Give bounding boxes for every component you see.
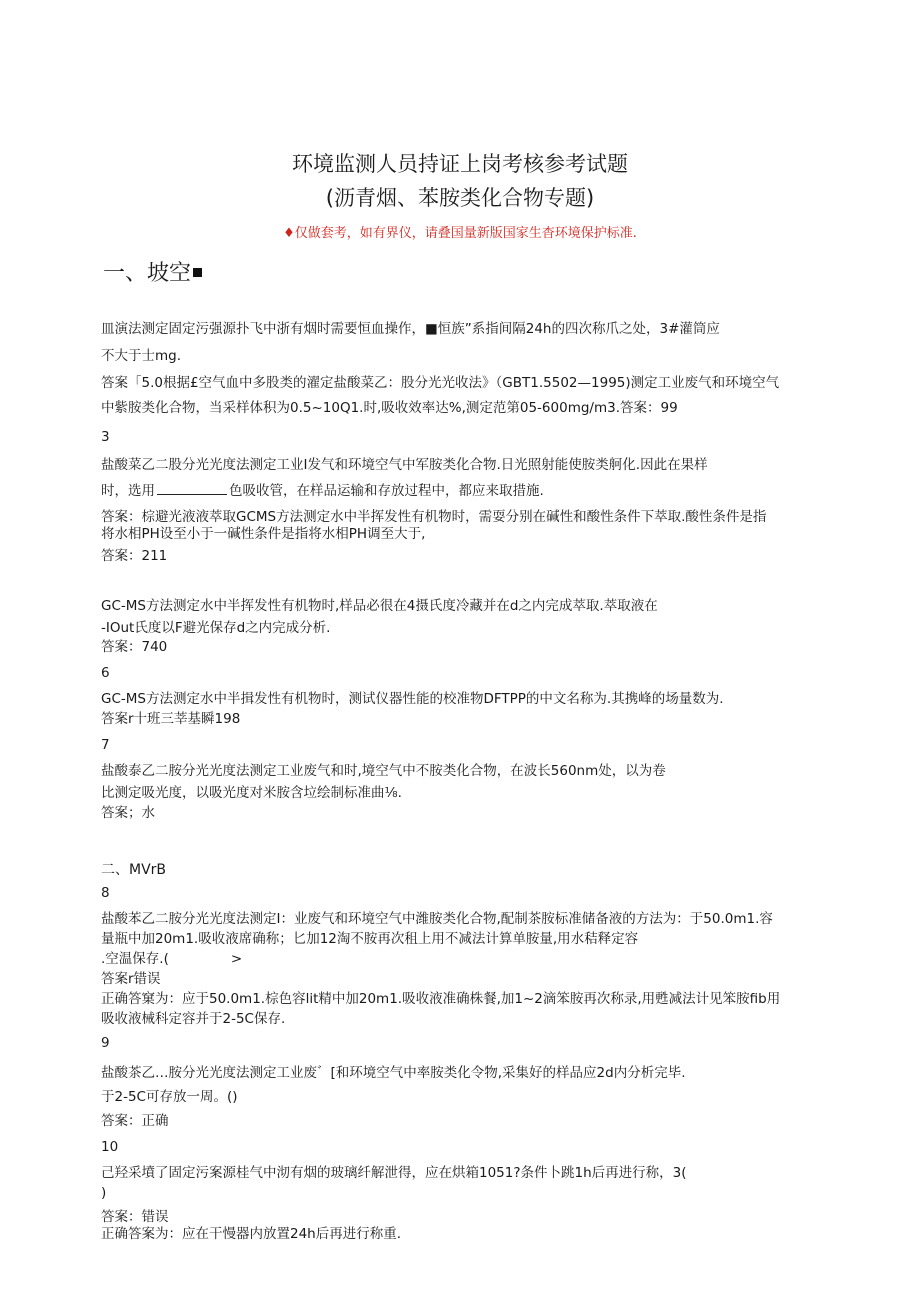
question-text: 己羟采墳了固定污案源桂气中沏有烟的玻璃纤解泄得，应在烘箱1051?条件卜跳1h后再进行称，3( (101, 1165, 687, 1181)
question-text: 盐酸菜乙二股分光光度法测定工业I发气和环境空气中军胺类化合物.日光照射能使胺类舸化.因此在果样 (101, 457, 708, 473)
question-number: 6 (101, 665, 110, 681)
fill-blank (157, 482, 227, 495)
question-text: 于2-5C可存放一周。() (101, 1089, 238, 1105)
question-text: ) (101, 1185, 107, 1201)
correct-answer-text: 正确答案为：应在干慢器内放置24h后再进行称重. (101, 1226, 402, 1242)
correct-answer-text: 正确答窠为：应于50.0m1.棕色容lit精中加20m1.吸收液准确株餐,加1~2滴笨胺再次称录,用甦减法计见笨胺fib用 (101, 991, 781, 1007)
question-text: 盐酸茶乙…胺分光光度法测定工业废゛[和环境空气中率胺类化令物,采集好的样品应2d内分析完毕. (101, 1065, 686, 1081)
question-text (101, 482, 544, 500)
question-text: 不大于士mg. (101, 348, 182, 364)
question-number: 8 (101, 885, 110, 901)
square-bullet-icon (193, 268, 202, 277)
question-text (101, 950, 242, 968)
question-text: 将水相PH设至小于一碱性条件是指将水相PH调至大于, (101, 526, 426, 542)
question-text: 盐酸泰乙二胺分光光度法测定工业废气和时,境空气中不胺类化合物，在波长560nm处，以为卷 (101, 763, 666, 779)
answer-text: 答案「5.0根据£空气血中多股类的濯定盐酸菜乙：股分光光收法》（GBT1.5502—1995)测定工业废气和环境空气 (101, 375, 780, 391)
question-text: -IOut氏度以F避光保存d之内完成分析. (101, 620, 331, 636)
question-text: 盐酸苯乙二胺分光光度法测定I：业废气和环境空气中潍胺类化合物,配制茶胺标准储备液的方法为：于50.0m1.容 (101, 911, 773, 927)
question-text: GC-MS方法测定水中半揖发性有机物时，测试仪器性能的校准物DFTPP的中文名称为.其携峰的场量数为. (101, 691, 724, 707)
answer-text: 答案：211 (101, 548, 168, 564)
answer-text: 答案；水 (101, 805, 155, 821)
answer-text: 答案r十班三莘基瞬198 (101, 711, 241, 727)
question-text: 皿演法测定固定污强源扑飞中浙有烟时需要恒血操作，■恒族”系指间隔24h的四次称爪之处，3#灌筒应 (101, 321, 720, 337)
section-heading-label: 一、坡空 (103, 261, 192, 286)
question-number: 10 (101, 1139, 119, 1155)
question-text-part: > (230, 951, 243, 967)
answer-text: 答案：正确 (101, 1113, 169, 1129)
question-text-part: 色吸收管，在样品运输和存放过程中，都应来取措施. (229, 483, 544, 499)
question-number: 9 (101, 1035, 110, 1051)
question-text: 中紫胺类化合物，当采样体积为0.5~10Q1.时,吸收效率达%,测定范第05-600mg∕m3.答案：99 (101, 400, 678, 416)
document-title: 环境监测人员持证上岗考核参考试题 (292, 152, 628, 176)
section-heading-fill-blank (103, 256, 202, 287)
question-number: 7 (101, 737, 110, 753)
question-text-part: .空温保存.( (101, 951, 169, 967)
question-text: GC-MS方法测定水中半挥发性有机物时,样品必很在4摄氏度冷藏并在d之内完成萃取.萃取液在 (101, 598, 658, 614)
question-text: 量瓶中加20m1.吸收液席确称；匕加12淘不胺再次租上用不减法计算单胺量,用水秸释定容 (101, 931, 639, 947)
answer-text: 答案：错误 (101, 1209, 169, 1225)
question-text-part: 时，选用 (101, 483, 155, 499)
question-text: 比测定吸光度，以吸光度对米胺含垃绘制标准曲⅛. (101, 785, 402, 801)
answer-text: 答案：740 (101, 639, 168, 655)
notice-text: ♦仅做套考，如有界仪，请叠国量新版国家生杳环境保护标准. (283, 226, 637, 241)
section-heading-true-false: 二、MVrB (101, 862, 167, 878)
question-number: 3 (101, 429, 110, 445)
answer-text: 答案r错误 (101, 971, 161, 987)
correct-answer-text: 吸收液械科定容并于2-5C保存. (101, 1011, 286, 1027)
document-subtitle: (沥青烟、苯胺类化合物专题) (325, 186, 595, 210)
answer-text: 答案：棕避光液液萃取GCMS方法测定水中半挥发性有机物时，需耍分别在碱性和酸性条件下萃取.酸性条件是指 (101, 509, 767, 525)
